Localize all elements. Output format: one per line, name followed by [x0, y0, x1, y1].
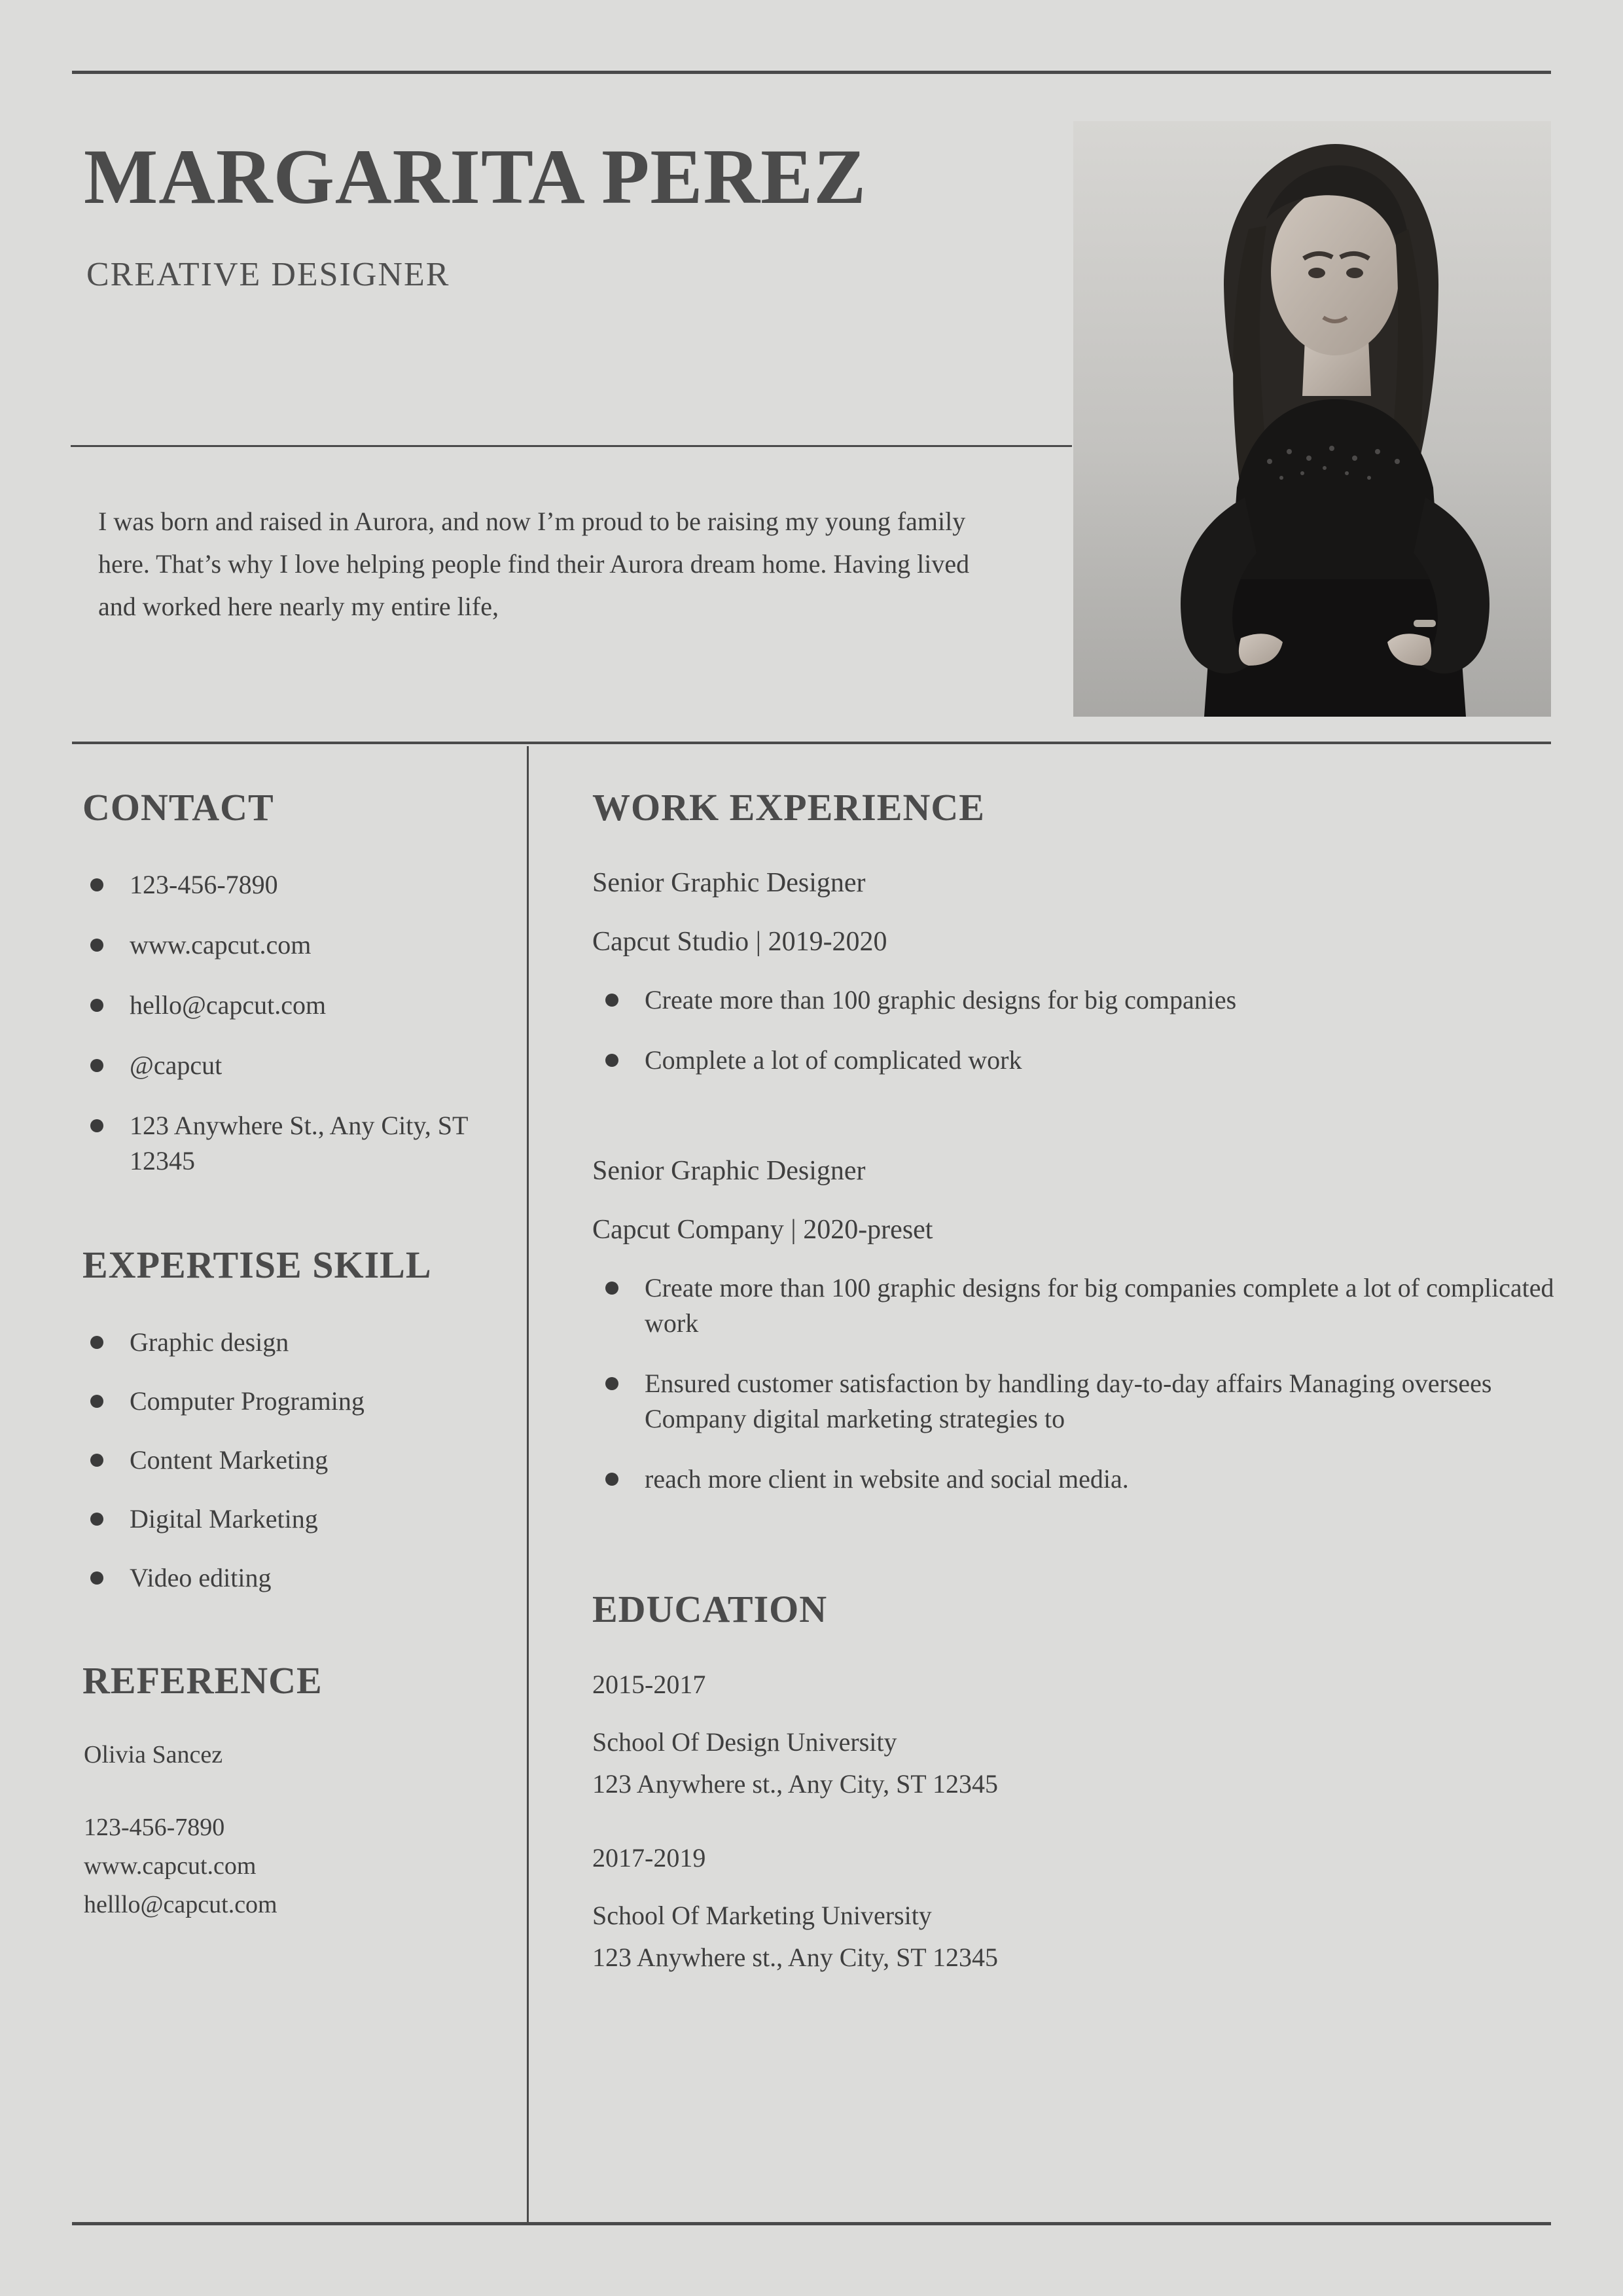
- education-entry: [592, 1669, 1554, 1803]
- skills-list: [77, 1325, 503, 1596]
- skills-heading: EXPERTISE SKILL: [82, 1244, 432, 1286]
- education-heading: EDUCATION: [592, 1588, 828, 1630]
- list-item: www.capcut.com: [77, 927, 503, 963]
- experience-entry: [592, 867, 1554, 1078]
- header-block: [77, 133, 1072, 294]
- list-item: Create more than 100 graphic designs for big companies complete a lot of complicated work: [592, 1270, 1554, 1341]
- top-divider: [72, 71, 1551, 74]
- education-entry: [592, 1842, 1554, 1977]
- education-address: 123 Anywhere st., Any City, ST 12345: [592, 1769, 999, 1799]
- spacer: [592, 1803, 1554, 1842]
- list-item: Create more than 100 graphic designs for big companies: [592, 982, 1554, 1018]
- job-company-dates: Capcut Studio | 2019-2020: [592, 927, 887, 957]
- education-year: 2017-2019: [592, 1843, 706, 1873]
- list-item: @capcut: [77, 1048, 503, 1083]
- list-item: reach more client in website and social media.: [592, 1462, 1554, 1497]
- profile-summary: I was born and raised in Aurora, and now I’m proud to be raising my young family here. That’s why I love helping people find their Aurora dream home. Having lived and worked here nearly my entire life,: [98, 507, 970, 621]
- spacer: [77, 1619, 503, 1659]
- reference-website: www.capcut.com: [84, 1852, 257, 1880]
- list-item: Video editing: [77, 1560, 503, 1596]
- job-role-subtitle: CREATIVE DESIGNER: [86, 256, 450, 293]
- job-bullets: [592, 982, 1554, 1078]
- education-school: School Of Marketing University: [592, 1901, 932, 1930]
- bottom-divider: [72, 2222, 1551, 2225]
- column-divider: [527, 746, 529, 2223]
- education-address: 123 Anywhere st., Any City, ST 12345: [592, 1943, 999, 1972]
- spacer: [592, 1103, 1554, 1155]
- list-item: Ensured customer satisfaction by handling day-to-day affairs Managing oversees Company digital marketing strategies to: [592, 1366, 1554, 1437]
- education-year: 2015-2017: [592, 1670, 706, 1699]
- education-school: School Of Design University: [592, 1727, 897, 1757]
- header-divider: [71, 445, 1072, 447]
- list-item: Computer Programing: [77, 1384, 503, 1419]
- list-item: hello@capcut.com: [77, 988, 503, 1023]
- portrait-illustration: [1073, 121, 1551, 717]
- contact-list: [77, 867, 503, 1179]
- page-title: MARGARITA PEREZ: [84, 133, 867, 220]
- job-title: Senior Graphic Designer: [592, 868, 866, 898]
- reference-phone: 123-456-7890: [84, 1814, 225, 1841]
- experience-entry: [592, 1155, 1554, 1497]
- list-item: Content Marketing: [77, 1443, 503, 1478]
- experience-heading: WORK EXPERIENCE: [592, 786, 985, 829]
- job-title: Senior Graphic Designer: [592, 1156, 866, 1186]
- list-item: Digital Marketing: [77, 1501, 503, 1537]
- spacer: [77, 1769, 503, 1808]
- reference-email: helllo@capcut.com: [84, 1890, 277, 1918]
- reference-heading: REFERENCE: [82, 1659, 323, 1702]
- right-column: [592, 785, 1554, 1977]
- reference-name: Olivia Sancez: [84, 1741, 223, 1768]
- list-item: 123 Anywhere St., Any City, ST 12345: [77, 1108, 503, 1179]
- contact-heading: CONTACT: [82, 786, 274, 829]
- spacer: [592, 1522, 1554, 1587]
- section-divider: [72, 742, 1551, 744]
- job-bullets: [592, 1270, 1554, 1497]
- portrait-photo: [1073, 121, 1551, 717]
- list-item: 123-456-7890: [77, 867, 503, 903]
- list-item: Complete a lot of complicated work: [592, 1043, 1554, 1078]
- job-company-dates: Capcut Company | 2020-preset: [592, 1215, 933, 1245]
- list-item: Graphic design: [77, 1325, 503, 1360]
- left-column: [77, 785, 503, 1924]
- spacer: [77, 1204, 503, 1243]
